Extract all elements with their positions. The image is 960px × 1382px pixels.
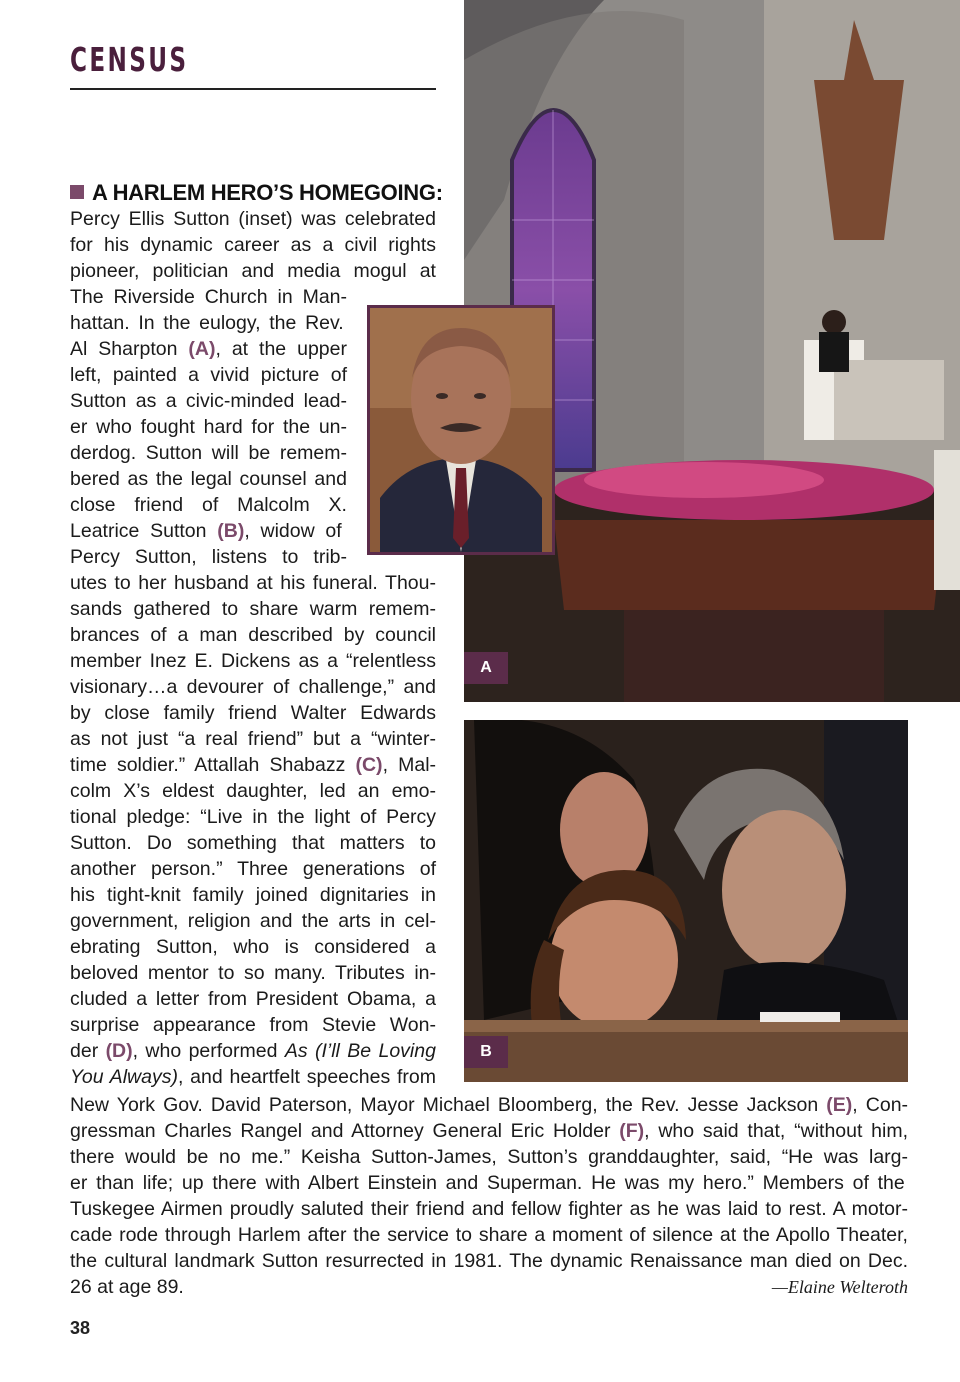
text-run: brances of a man described by council — [70, 624, 437, 646]
text-run: , at the upper — [215, 338, 347, 360]
text-run: surprise appearance from Stevie Won- — [70, 1014, 436, 1036]
column-line — [70, 596, 436, 622]
photo-reference: (D) — [105, 1040, 133, 1062]
full-line — [70, 1222, 908, 1248]
inset-portrait-percy-sutton — [367, 305, 555, 555]
text-run: member Inez E. Dickens as a “relentless — [70, 650, 437, 672]
text-run: Percy Sutton, listens to trib- — [70, 546, 347, 568]
song-title: As (I’ll Be Loving — [284, 1040, 436, 1062]
photo-reference: (C) — [355, 754, 383, 776]
text-run: , who performed — [132, 1040, 285, 1062]
column-line — [70, 648, 436, 674]
text-run: er than life; up there with Albert Einstein and Superman. He was my hero.” Members of the — [70, 1172, 905, 1194]
column-line — [70, 882, 436, 908]
text-run: , Con- — [852, 1094, 909, 1116]
text-run: beloved mentor to so many. Tributes in- — [70, 962, 437, 984]
photo-reference: (B) — [217, 520, 245, 542]
text-run: 26 at age 89. — [70, 1276, 184, 1298]
column-line — [70, 674, 436, 700]
text-run: gressman Charles Rangel and Attorney General Eric Holder — [70, 1120, 620, 1142]
text-run: ebrating Sutton, who is considered a — [70, 936, 436, 958]
column-line — [70, 1012, 436, 1038]
header-rule — [70, 88, 436, 90]
column-line — [70, 830, 436, 856]
text-run: tional pledge: “Live in the light of Percy — [70, 806, 437, 828]
song-title: You Always) — [70, 1066, 178, 1088]
text-run: Tuskegee Airmen proudly saluted their friend and fellow fighter as he was laid to rest. A motor- — [70, 1198, 908, 1220]
portrait-illustration — [370, 308, 552, 552]
text-run: derdog. Sutton will be remem- — [70, 442, 347, 464]
text-run: New York Gov. David Paterson, Mayor Michael Bloomberg, the Rev. Jesse Jackson — [70, 1094, 827, 1116]
text-run: by close family friend Walter Edwards — [70, 702, 436, 724]
column-line — [70, 856, 436, 882]
photo-b-label: B — [464, 1036, 508, 1068]
column-line — [70, 934, 436, 960]
column-line — [70, 752, 436, 778]
full-line — [70, 1274, 908, 1300]
page-number: 38 — [70, 1318, 91, 1338]
column-line — [70, 1038, 436, 1064]
column-line — [70, 726, 436, 752]
text-run: er who fought hard for the un- — [70, 416, 348, 438]
text-run: close friend of Malcolm X. — [70, 494, 347, 516]
text-run: , who said that, “without him, — [644, 1120, 909, 1142]
column-line — [70, 778, 436, 804]
text-run: cade rode through Harlem after the service to share a moment of silence at the Apollo Theater, — [70, 1224, 908, 1246]
text-run: Percy Ellis Sutton (inset) was celebrated — [70, 208, 436, 230]
text-run: the cultural landmark Sutton resurrected in 1981. The dynamic Renaissance man died on Dec. — [70, 1250, 909, 1272]
column-line — [70, 908, 436, 934]
column-line — [70, 232, 436, 258]
text-run: bered as the legal counsel and — [70, 468, 347, 490]
text-run: for his dynamic career as a civil rights — [70, 234, 436, 256]
text-run: cluded a letter from President Obama, a — [70, 988, 436, 1010]
text-run: , widow of — [244, 520, 342, 542]
headline-square-bullet — [70, 185, 84, 199]
full-line — [70, 1144, 908, 1170]
text-run: , and heartfelt speeches from — [177, 1066, 436, 1088]
text-run: another person.” Three generations of — [70, 858, 436, 880]
text-run: , Mal- — [382, 754, 437, 776]
text-run: Leatrice Sutton — [70, 520, 218, 542]
text-run: there would be no me.” Keisha Sutton-James, Sutton’s granddaughter, said, “He was larg- — [70, 1146, 909, 1168]
text-run: visionary…a devourer of challenge,” and — [70, 676, 436, 698]
text-run: time soldier.” Attallah Shabazz — [70, 754, 356, 776]
text-run: his tight-knit family joined dignitaries in — [70, 884, 436, 906]
column-line — [70, 960, 436, 986]
column-line — [70, 986, 436, 1012]
column-line — [70, 700, 436, 726]
column-line — [70, 622, 436, 648]
text-run: Sutton as a civic-minded lead- — [70, 390, 348, 412]
text-run: as not just “a real friend” but a “winter- — [70, 728, 436, 750]
article-full-width-text — [70, 1092, 908, 1300]
photo-reference: (A) — [188, 338, 216, 360]
text-run: Sutton. Do something that matters to — [70, 832, 436, 854]
photo-b-family-in-pew — [464, 720, 908, 1082]
text-run: The Riverside Church in Man- — [70, 286, 348, 308]
full-line — [70, 1170, 908, 1196]
headline — [70, 180, 443, 206]
text-run: hattan. In the eulogy, the Rev. — [70, 312, 344, 334]
full-line — [70, 1092, 908, 1118]
family-illustration — [464, 720, 908, 1082]
text-run: utes to her husband at his funeral. Thou- — [70, 572, 436, 594]
text-run: Al Sharpton — [70, 338, 189, 360]
text-run: pioneer, politician and media mogul at — [70, 260, 436, 282]
photo-reference: (E) — [826, 1094, 853, 1116]
full-line — [70, 1248, 908, 1274]
column-line — [70, 1064, 436, 1090]
photo-reference: (F) — [619, 1120, 645, 1142]
column-line — [70, 804, 436, 830]
full-line — [70, 1118, 908, 1144]
section-title: CENSUS — [70, 40, 189, 79]
full-width-lines — [70, 1092, 908, 1300]
column-line — [70, 570, 436, 596]
text-run: der — [70, 1040, 106, 1062]
text-run: left, painted a vivid picture of — [70, 364, 347, 386]
headline-text: A HARLEM HERO’S HOMEGOING: — [92, 180, 443, 205]
text-run: sands gathered to share warm remem- — [70, 598, 436, 620]
text-run: government, religion and the arts in cel- — [70, 910, 436, 932]
column-line — [70, 206, 436, 232]
full-line — [70, 1196, 908, 1222]
text-run: colm X’s eldest daughter, led an emo- — [70, 780, 436, 802]
byline: —Elaine Welteroth — [771, 1277, 908, 1297]
photo-a-label: A — [464, 652, 508, 684]
column-line — [70, 258, 436, 284]
